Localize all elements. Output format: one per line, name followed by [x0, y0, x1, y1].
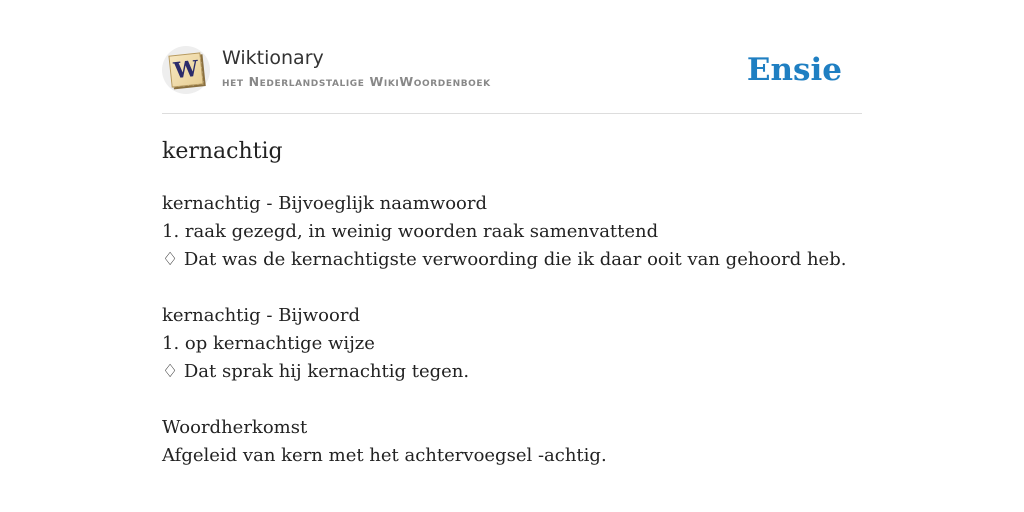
section-spacer: [162, 274, 862, 302]
definition-text: 1. op kernachtige wijze: [162, 333, 375, 354]
site-header: [162, 0, 862, 114]
section-heading: kernachtig - Bijwoord: [162, 305, 360, 326]
page-title: kernachtig: [162, 139, 283, 164]
entry-content: [162, 190, 862, 470]
section-spacer: [162, 386, 862, 414]
logo-tile-icon: [168, 52, 203, 87]
site-tagline: het Nederlandstalige WikiWoordenboek: [222, 74, 491, 89]
etymology-heading: Woordherkomst: [162, 417, 308, 438]
wiktionary-logo[interactable]: [162, 46, 210, 94]
logo-letter: W: [172, 55, 200, 85]
etymology-text: Afgeleid van kern met het achtervoegsel -achtig.: [162, 445, 607, 466]
site-title[interactable]: Wiktionary: [222, 47, 324, 69]
page-container: [162, 0, 862, 466]
example-text: ♢ Dat was de kernachtigste verwoording die ik daar ooit van gehoord heb.: [162, 249, 847, 270]
brand-logo[interactable]: Ensie: [746, 52, 842, 88]
section-heading: kernachtig - Bijvoeglijk naamwoord: [162, 193, 488, 214]
definition-text: 1. raak gezegd, in weinig woorden raak samenvattend: [162, 221, 659, 242]
example-text: ♢ Dat sprak hij kernachtig tegen.: [162, 361, 470, 382]
